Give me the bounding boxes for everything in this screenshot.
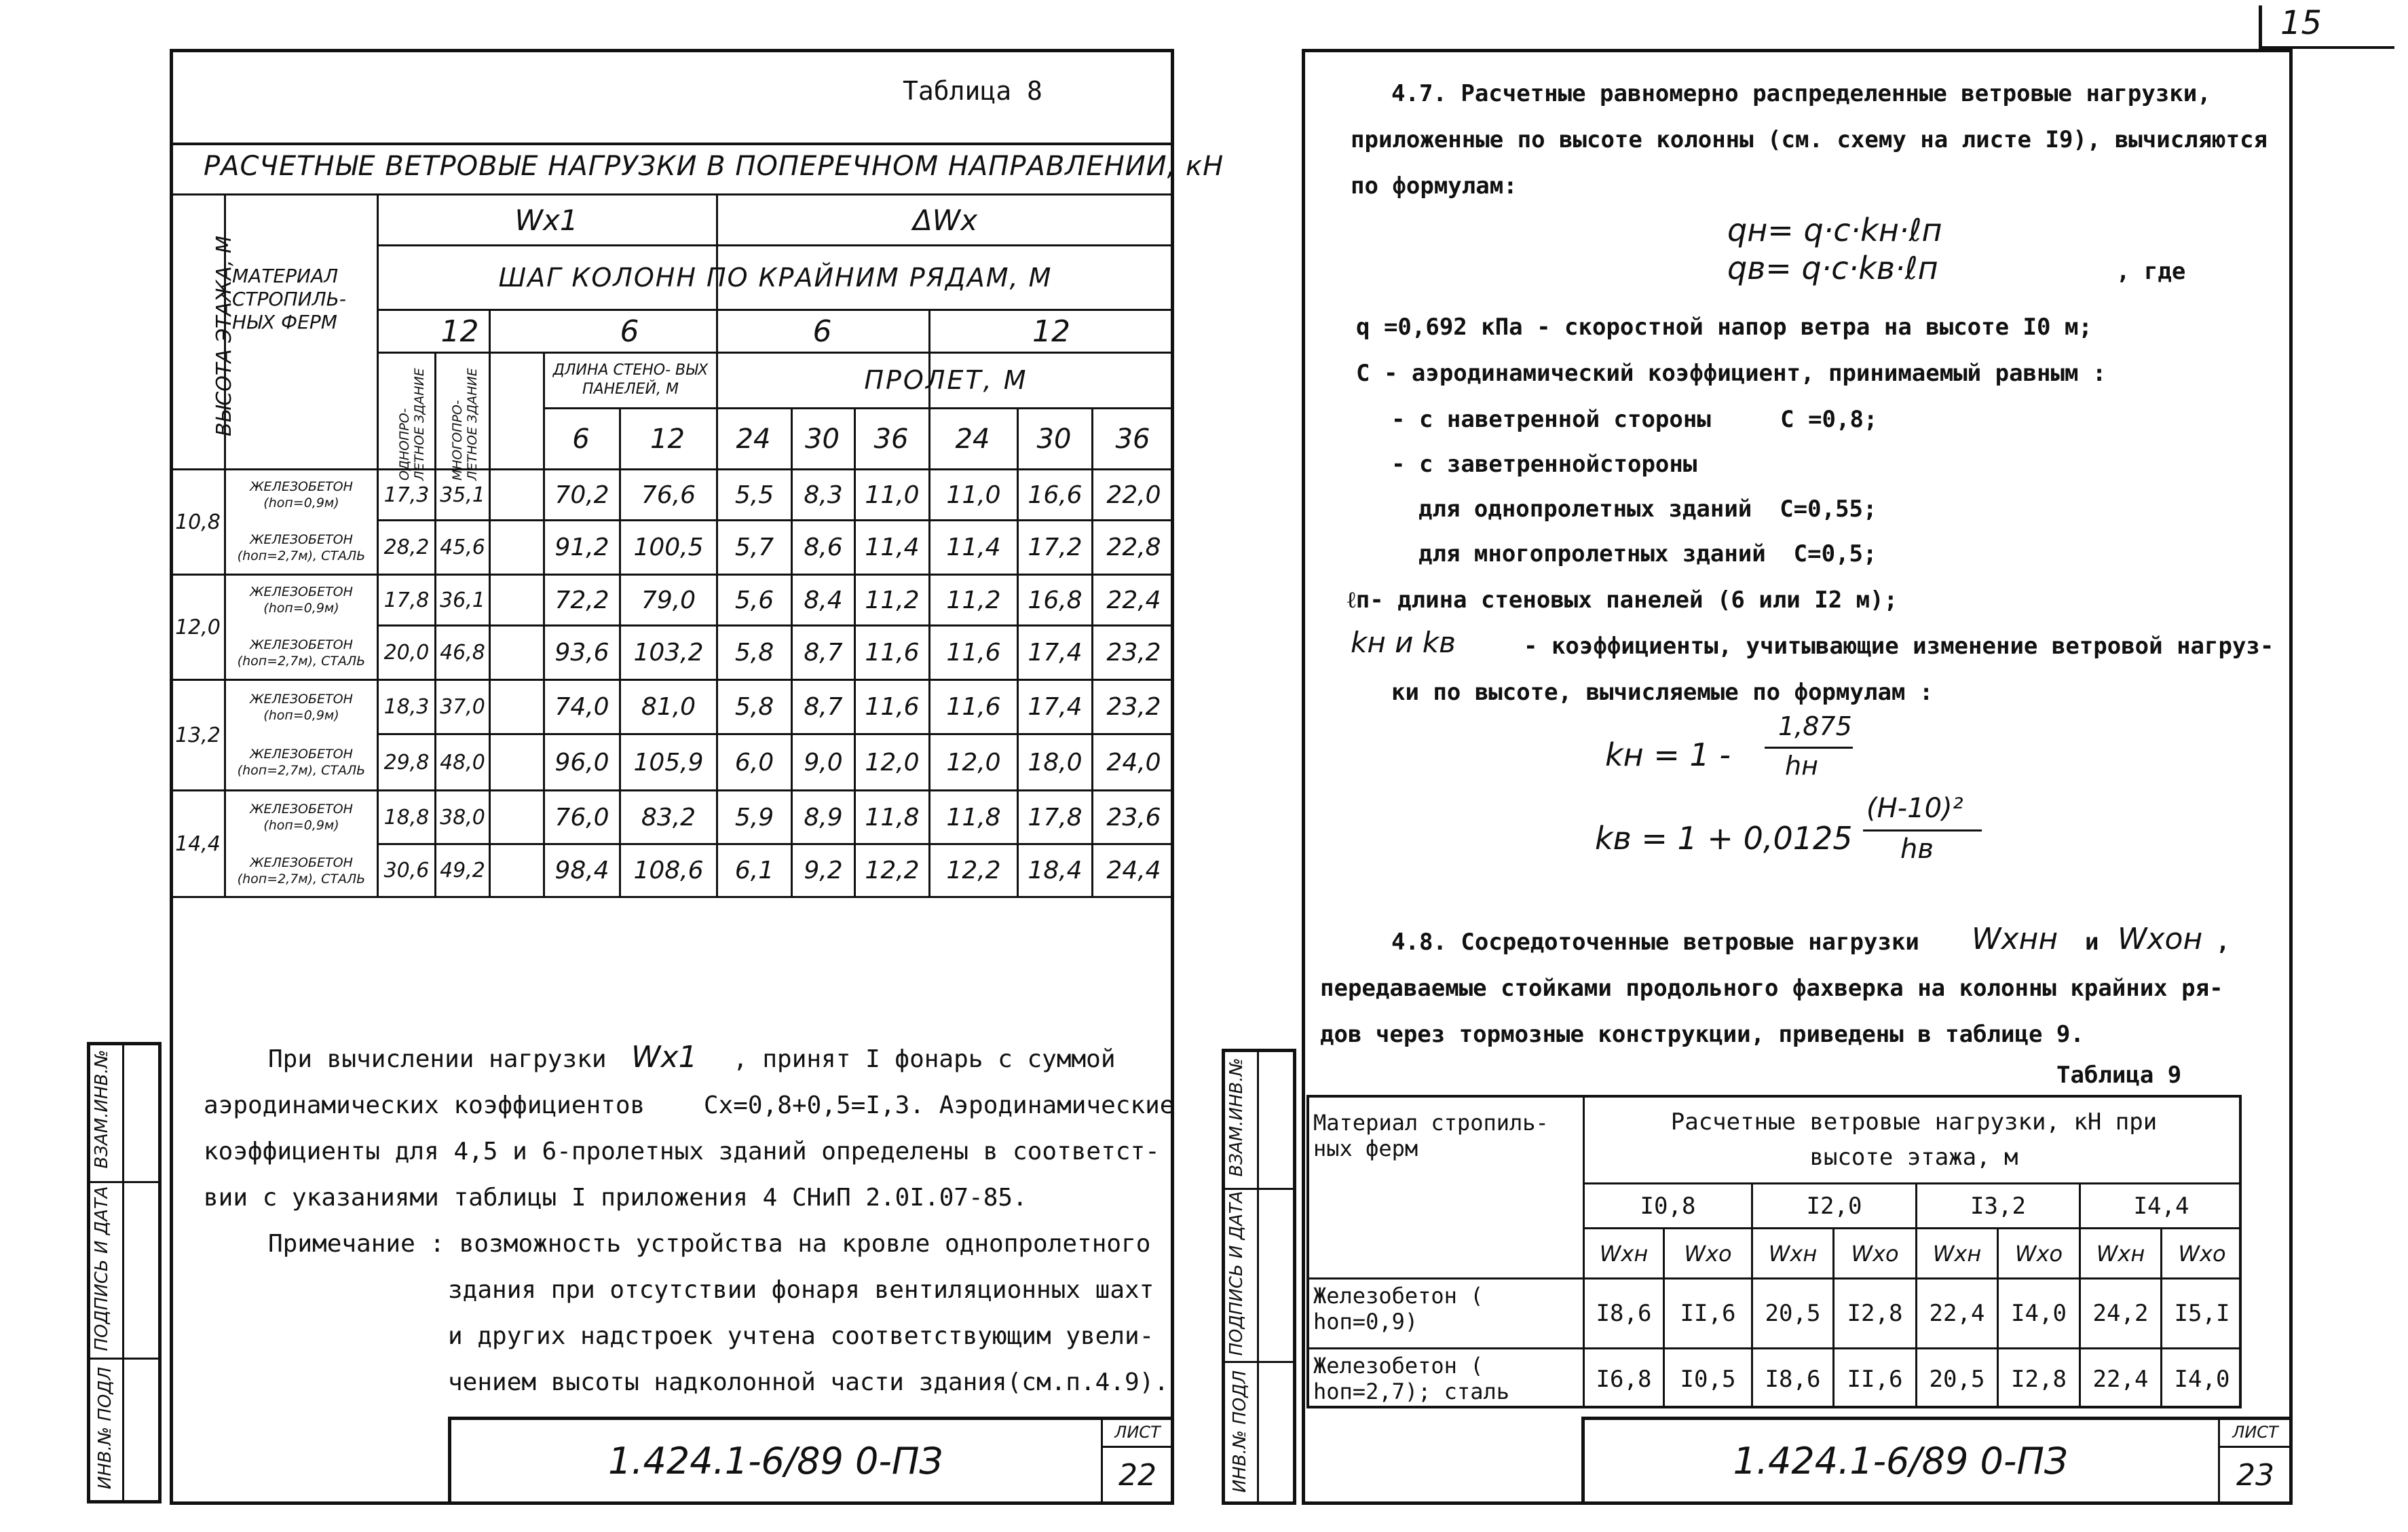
c-windward: - с наветренной стороны C =0,8;: [1391, 406, 1878, 433]
t9-subheader-cell: Wxн: [1599, 1240, 1649, 1267]
t8-value-cell: 8,3: [804, 481, 843, 509]
t8-row1-material: ЖЕЛЕЗОБЕТОН (hоп=2,7м), СТАЛЬ: [237, 531, 366, 563]
right-stamp-code: 1.424.1-6/89 0-ПЗ: [1733, 1440, 2068, 1482]
p48-line3: дов через тормозные конструкции, приведены в таблице 9.: [1320, 1021, 2084, 1048]
t9-value-cell: I8,6: [1596, 1300, 1652, 1327]
formula-qb: qв= q·c·kв·ℓп: [1727, 250, 1938, 286]
t8-sub-multi-1: МНОГОПРО- ЛЕТНОЕ ЗДАНИЕ: [450, 368, 480, 481]
right-side-label-0: ИНВ.№ ПОДЛ: [1230, 1370, 1250, 1493]
table8-title: Таблица 8: [903, 76, 1042, 106]
t8-value-cell: 17,8: [383, 588, 430, 612]
t9-height-1: I2,0: [1806, 1192, 1862, 1220]
kb-lhs: kв = 1 + 0,0125: [1595, 820, 1853, 857]
t8-col-label-6: 6: [572, 423, 590, 455]
t8-value-cell: 91,2: [554, 534, 609, 561]
left-note-3: и других надстроек учтена соответствующим увели-: [448, 1322, 1154, 1350]
t8-h-r8: [170, 896, 1174, 898]
t9-header: Расчетные ветровые нагрузки, кН при высоте этажа, м: [1670, 1108, 2158, 1171]
t8-value-cell: 79,0: [641, 586, 696, 614]
t8-height-3: 14,4: [175, 832, 221, 856]
t8-row2-material: ЖЕЛЕЗОБЕТОН (hоп=0,9м): [250, 584, 353, 616]
t8-value-cell: 29,8: [383, 750, 430, 774]
t8-col-label-30a: 30: [805, 423, 840, 455]
t8-value-cell: 46,8: [440, 641, 485, 665]
left-para1-a: При вычислении нагрузки: [268, 1045, 607, 1073]
t8-height-1: 12,0: [175, 615, 221, 639]
t8-value-cell: 11,8: [865, 803, 920, 832]
left-note-4: чением высоты надколонной части здания(см.п.4.9).: [448, 1368, 1169, 1396]
t9-value-cell: I2,8: [2011, 1365, 2067, 1393]
c-single: для однопролетных зданий C=0,55;: [1418, 496, 1877, 523]
t8-value-cell: 22,8: [1106, 534, 1161, 561]
left-para1-line4: вии с указаниями таблицы I приложения 4 СНиП 2.0I.07-85.: [204, 1184, 1028, 1212]
k-def-symbols: kн и kв: [1351, 626, 1456, 659]
t9-value-cell: I8,6: [1765, 1365, 1821, 1393]
p47-line2: приложенные по высоте колонны (см. схему на листе I9), вычисляются: [1351, 126, 2268, 153]
t8-value-cell: 11,2: [946, 586, 1001, 614]
c-def: C - аэродинамический коэффициент, принимаемый равным :: [1356, 360, 2107, 387]
left-para1-line2: аэродинамических коэффициентов Cx=0,8+0,5=I,3. Аэродинамические: [204, 1091, 1175, 1119]
t8-col-height: ВЫСОТА ЭТАЖА, М: [212, 236, 236, 436]
kb-num: (H-10)²: [1866, 793, 1963, 824]
t8-value-cell: 11,6: [865, 639, 920, 667]
t8-value-cell: 49,2: [440, 859, 485, 882]
t9-row1-material: Железобетон ( hоп=2,7); сталь: [1313, 1353, 1509, 1404]
t9-subheader-cell: Wxо: [2178, 1240, 2226, 1267]
t9-value-cell: II,6: [1847, 1365, 1903, 1393]
right-side-label-1: ПОДПИСЬ И ДАТА: [1226, 1191, 1247, 1356]
t9-height-2: I3,2: [1970, 1192, 2026, 1220]
l-def: ℓп- длина стеновых панелей (6 или I2 м);: [1347, 586, 1898, 614]
left-side-stamp-inner: [122, 1042, 124, 1503]
t8-value-cell: 103,2: [633, 639, 704, 667]
right-sheet-label: ЛИСТ: [2232, 1423, 2278, 1442]
t8-group-wx1: Wx1: [514, 203, 578, 237]
t8-value-cell: 11,6: [946, 639, 1001, 667]
left-sheet-label: ЛИСТ: [1114, 1423, 1161, 1442]
left-note-1: Примечание : возможность устройства на кровле однопролетного: [268, 1230, 1151, 1258]
t9-value-cell: I0,5: [1680, 1365, 1736, 1393]
t8-col-label-12: 12: [650, 423, 685, 455]
kh-lhs: kн = 1 -: [1605, 736, 1731, 773]
t8-value-cell: 30,6: [383, 859, 430, 882]
t8-value-cell: 11,0: [946, 481, 1001, 509]
t8-span-header: ПРОЛЕТ, М: [864, 365, 1028, 395]
t9-subheader-cell: Wxо: [2014, 1240, 2063, 1267]
table8-heading: РАСЧЕТНЫЕ ВЕТРОВЫЕ НАГРУЗКИ В ПОПЕРЕЧНОМ НАПРАВЛЕНИИ, кН: [204, 151, 1224, 182]
t8-step-3: 12: [1032, 314, 1070, 349]
left-para1-b: , принят I фонарь с суммой: [733, 1045, 1116, 1073]
t8-col-label-24a: 24: [736, 423, 771, 455]
left-note-2: здания при отсутствии фонаря вентиляционных шахт: [448, 1276, 1154, 1304]
t8-value-cell: 23,6: [1106, 803, 1161, 832]
t8-step-0: 12: [440, 314, 479, 349]
t8-value-cell: 5,5: [734, 481, 774, 509]
t8-col-label-30b: 30: [1036, 423, 1072, 455]
t8-value-cell: 12,0: [946, 748, 1001, 777]
t8-value-cell: 6,0: [734, 748, 774, 777]
t8-value-cell: 16,6: [1028, 481, 1083, 509]
t8-row3-material: ЖЕЛЕЗОБЕТОН (hоп=2,7м), СТАЛЬ: [237, 637, 366, 669]
p48-w2: Wxон: [2118, 922, 2203, 956]
q-def: q =0,692 кПа - скоростной напор ветра на высоте I0 м;: [1356, 314, 2092, 341]
right-side-stamp-inner: [1257, 1049, 1259, 1505]
t8-value-cell: 83,2: [641, 803, 696, 832]
left-side-label-2: ВЗАМ.ИНВ.№: [92, 1049, 112, 1169]
t8-value-cell: 70,2: [554, 481, 609, 509]
t9-value-cell: 22,4: [1929, 1300, 1985, 1327]
p48-w1: Wxнн: [1972, 922, 2058, 956]
left-sheet-number: 22: [1118, 1457, 1156, 1493]
t8-row0-material: ЖЕЛЕЗОБЕТОН (hоп=0,9м): [250, 479, 353, 510]
t8-value-cell: 105,9: [633, 748, 704, 777]
t9-value-cell: I2,8: [1847, 1300, 1903, 1327]
t8-value-cell: 6,1: [734, 857, 774, 884]
left-para1-line3: коэффициенты для 4,5 и 6-пролетных зданий определены в соответст-: [204, 1138, 1160, 1165]
kb-den: hв: [1900, 834, 1934, 865]
t8-value-cell: 38,0: [440, 805, 485, 829]
p48-and: и: [2085, 929, 2099, 956]
t8-value-cell: 18,0: [1028, 748, 1083, 777]
t8-value-cell: 5,7: [734, 534, 774, 561]
t8-value-cell: 9,2: [804, 857, 843, 884]
t8-value-cell: 8,6: [804, 534, 843, 561]
t8-value-cell: 24,4: [1106, 857, 1161, 884]
p48-a: 4.8. Сосредоточенные ветровые нагрузки: [1391, 929, 1919, 956]
t8-value-cell: 16,8: [1028, 586, 1083, 614]
kb-fraction-bar: [1863, 829, 1982, 832]
t8-value-cell: 23,2: [1106, 693, 1161, 721]
kh-num: 1,875: [1778, 711, 1852, 741]
t9-value-cell: I4,0: [2011, 1300, 2067, 1327]
t8-h-3: [377, 352, 1174, 354]
formula-where: , где: [2116, 258, 2186, 285]
t8-value-cell: 81,0: [641, 693, 696, 721]
t9-value-cell: I4,0: [2174, 1365, 2230, 1393]
t8-value-cell: 11,4: [946, 534, 1001, 561]
p48-comma: ,: [2216, 929, 2230, 956]
t8-value-cell: 8,4: [804, 586, 843, 614]
left-para1-wx: Wx1: [631, 1040, 698, 1075]
t9-value-cell: I5,I: [2174, 1300, 2230, 1327]
t8-col-label-36a: 36: [873, 423, 909, 455]
t9-value-cell: 24,2: [2092, 1300, 2149, 1327]
t8-value-cell: 12,2: [946, 857, 1001, 884]
t8-value-cell: 35,1: [440, 483, 485, 507]
t8-value-cell: 8,9: [804, 803, 843, 832]
t8-value-cell: 18,4: [1028, 857, 1083, 884]
t9-subheader-cell: Wxо: [1684, 1240, 1732, 1267]
t8-value-cell: 76,0: [554, 803, 609, 832]
t8-value-cell: 5,9: [734, 803, 774, 832]
t8-value-cell: 17,3: [383, 483, 430, 507]
t8-value-cell: 17,4: [1028, 639, 1083, 667]
t8-step-header: ШАГ КОЛОНН ПО КРАЙНИМ РЯДАМ, М: [498, 263, 1053, 293]
t8-value-cell: 18,8: [383, 805, 430, 829]
t8-value-cell: 93,6: [554, 639, 609, 667]
t8-value-cell: 11,6: [946, 693, 1001, 721]
kh-fraction-bar: [1765, 747, 1853, 749]
c-multi: для многопролетных зданий C=0,5;: [1418, 540, 1877, 567]
t8-value-cell: 18,3: [383, 695, 430, 719]
t8-value-cell: 11,2: [865, 586, 920, 614]
table9-title: Таблица 9: [2056, 1062, 2182, 1089]
t9-subheader-cell: Wxо: [1851, 1240, 1899, 1267]
kh-den: hн: [1785, 751, 1818, 781]
left-side-label-1: ПОДПИСЬ И ДАТА: [92, 1186, 112, 1351]
t8-step-1: 6: [620, 314, 639, 349]
sheet-corner-number: 15: [2280, 4, 2322, 42]
t8-value-cell: 48,0: [440, 750, 485, 774]
t8-value-cell: 28,2: [383, 536, 430, 559]
t9-subheader-cell: Wxн: [1932, 1240, 1982, 1267]
t9-material-header: Материал стропиль- ных ферм: [1313, 1110, 1549, 1161]
t9-row0-material: Железобетон ( hоп=0,9): [1313, 1283, 1484, 1334]
t9-value-cell: 20,5: [1929, 1365, 1985, 1393]
t8-value-cell: 23,2: [1106, 639, 1161, 667]
t9-height-0: I0,8: [1640, 1192, 1696, 1220]
t8-value-cell: 11,6: [865, 693, 920, 721]
p48-line2: передаваемые стойками продольного фахверка на колонны крайних ря-: [1320, 975, 2223, 1002]
t8-value-cell: 5,6: [734, 586, 774, 614]
t8-value-cell: 17,8: [1028, 803, 1083, 832]
t8-value-cell: 108,6: [633, 857, 704, 884]
t8-value-cell: 98,4: [554, 857, 609, 884]
t8-row7-material: ЖЕЛЕЗОБЕТОН (hоп=2,7м), СТАЛЬ: [237, 855, 366, 886]
t8-height-2: 13,2: [175, 723, 221, 747]
t9-height-3: I4,4: [2133, 1192, 2189, 1220]
left-side-label-0: ИНВ.№ ПОДЛ: [95, 1366, 115, 1490]
t8-col-label-24b: 24: [955, 423, 990, 455]
p47-line3: по формулам:: [1351, 172, 1518, 200]
t8-value-cell: 76,6: [641, 481, 696, 509]
t8-value-cell: 17,2: [1028, 534, 1083, 561]
right-side-label-2: ВЗАМ.ИНВ.№: [1226, 1058, 1247, 1177]
p47-line1: 4.7. Расчетные равномерно распределенные ветровые нагрузки,: [1391, 80, 2211, 107]
t8-value-cell: 45,6: [440, 536, 485, 559]
left-stamp-code: 1.424.1-6/89 0-ПЗ: [607, 1440, 943, 1482]
t8-value-cell: 5,8: [734, 693, 774, 721]
t8-step-2: 6: [812, 314, 832, 349]
corner-divider: [2259, 5, 2262, 48]
t8-value-cell: 100,5: [633, 534, 704, 561]
t8-sub-single-1: ОДНОПРО- ЛЕТНОЕ ЗДАНИЕ: [397, 368, 427, 481]
t8-value-cell: 37,0: [440, 695, 485, 719]
t8-col-material: МАТЕРИАЛ СТРОПИЛЬ- НЫХ ФЕРМ: [232, 265, 346, 333]
t8-row4-material: ЖЕЛЕЗОБЕТОН (hоп=0,9м): [250, 691, 353, 723]
t8-value-cell: 22,4: [1106, 586, 1161, 614]
k-def-text: - коэффициенты, учитывающие изменение ветровой нагруз-: [1524, 633, 2274, 660]
c-leeward: - с заветреннойстороны: [1391, 451, 1697, 478]
t8-value-cell: 8,7: [804, 693, 843, 721]
t8-value-cell: 12,0: [865, 748, 920, 777]
t8-value-cell: 74,0: [554, 693, 609, 721]
t8-value-cell: 11,4: [865, 534, 920, 561]
t8-value-cell: 72,2: [554, 586, 609, 614]
table8-top-rule: [170, 143, 1174, 145]
t8-height-0: 10,8: [175, 510, 221, 534]
t9-subheader-cell: Wxн: [2096, 1240, 2145, 1267]
k-def-text2: ки по высоте, вычисляемые по формулам :: [1391, 679, 1934, 706]
t8-col-label-36b: 36: [1115, 423, 1150, 455]
t8-value-cell: 11,8: [946, 803, 1001, 832]
t8-value-cell: 36,1: [440, 588, 485, 612]
t9-value-cell: 20,5: [1765, 1300, 1821, 1327]
t8-row5-material: ЖЕЛЕЗОБЕТОН (hоп=2,7м), СТАЛЬ: [237, 747, 366, 778]
t9-value-cell: 22,4: [2092, 1365, 2149, 1393]
t8-value-cell: 11,0: [865, 481, 920, 509]
t8-value-cell: 17,4: [1028, 693, 1083, 721]
t8-value-cell: 8,7: [804, 639, 843, 667]
t8-value-cell: 9,0: [804, 748, 843, 777]
t8-value-cell: 24,0: [1106, 748, 1161, 777]
t8-value-cell: 5,8: [734, 639, 774, 667]
right-sheet-number: 23: [2236, 1457, 2274, 1493]
t8-value-cell: 12,2: [865, 857, 920, 884]
t9-value-cell: II,6: [1680, 1300, 1736, 1327]
t8-panel-length: ДЛИНА СТЕНО- ВЫХ ПАНЕЛЕЙ, М: [552, 362, 709, 398]
formula-qh: qн= q·c·kн·ℓп: [1727, 212, 1942, 248]
t8-group-dwx: ΔWx: [912, 203, 978, 237]
t8-value-cell: 96,0: [554, 748, 609, 777]
t9-value-cell: I6,8: [1596, 1365, 1652, 1393]
t9-subheader-cell: Wxн: [1768, 1240, 1818, 1267]
t8-row6-material: ЖЕЛЕЗОБЕТОН (hоп=0,9м): [250, 802, 353, 833]
t8-value-cell: 22,0: [1106, 481, 1161, 509]
t8-value-cell: 20,0: [383, 641, 430, 665]
